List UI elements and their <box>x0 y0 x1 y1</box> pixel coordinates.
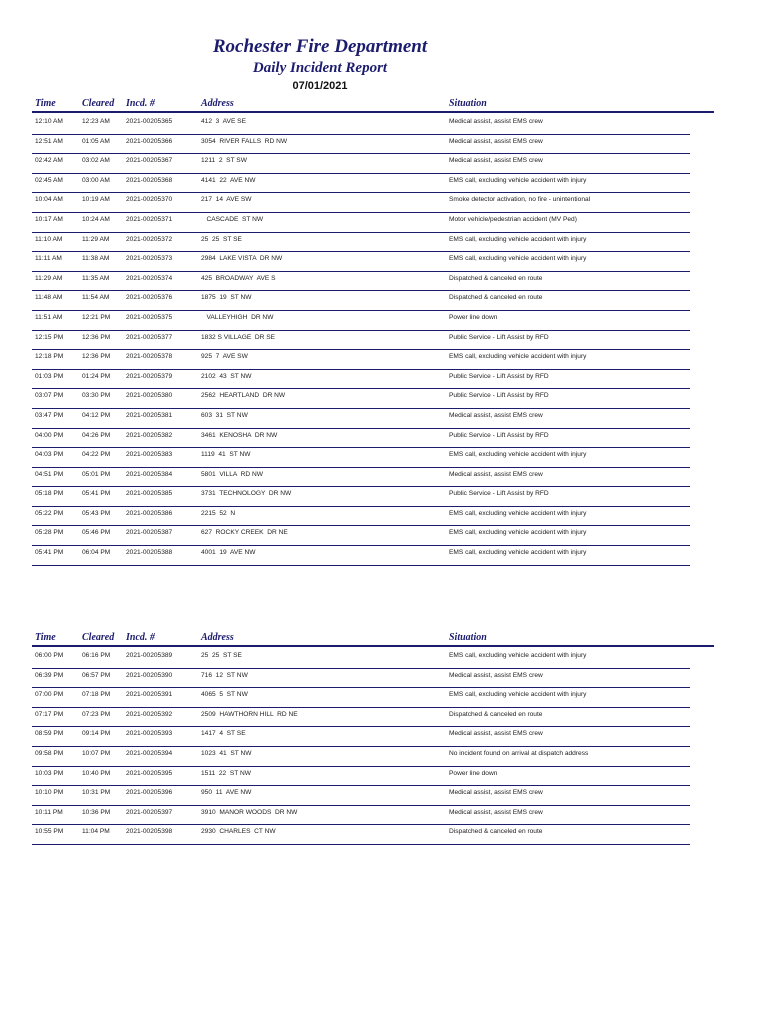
cell-incident: 2021-00205365 <box>126 118 173 125</box>
cell-time: 11:51 AM <box>35 313 63 321</box>
cell-address: 412 3 AVE SE <box>201 118 246 125</box>
cell-time: 11:29 AM <box>35 274 63 282</box>
table-row <box>0 233 768 253</box>
cell-time: 10:10 PM <box>35 789 64 797</box>
cell-address: 1417 4 ST SE <box>201 730 246 738</box>
table-row <box>0 272 768 292</box>
table-row <box>0 786 768 806</box>
cell-address: 3910 MANOR WOODS DR NW <box>201 808 298 816</box>
cell-cleared: 06:57 PM <box>82 671 111 679</box>
cell-situation: Public Service - Lift Assist by RFD <box>449 372 549 380</box>
cell-address: 217 14 AVE SW <box>201 196 252 204</box>
cell-time: 10:03 PM <box>35 769 64 777</box>
cell-address: 2984 LAKE VISTA DR NW <box>201 255 283 263</box>
cell-situation: Medical assist, assist EMS crew <box>449 789 543 797</box>
cell-incident: 2021-00205370 <box>126 196 173 204</box>
table-row <box>0 154 768 174</box>
cell-time: 04:51 PM <box>35 470 64 478</box>
cell-cleared: 06:16 PM <box>82 652 111 659</box>
cell-cleared: 12:36 PM <box>82 353 111 361</box>
cell-incident: 2021-00205389 <box>126 652 173 659</box>
cell-address: 5801 VILLA RD NW <box>201 470 263 478</box>
table-row <box>0 526 768 546</box>
table-row <box>0 669 768 689</box>
cell-address: 1832 S VILLAGE DR SE <box>201 333 276 341</box>
table-row <box>0 331 768 351</box>
cell-time: 10:17 AM <box>35 215 63 223</box>
cell-incident: 2021-00205383 <box>126 451 173 459</box>
cell-address: 627 ROCKY CREEK DR NE <box>201 529 288 537</box>
cell-incident: 2021-00205393 <box>126 730 173 738</box>
cell-address: 4065 5 ST NW <box>201 691 248 699</box>
cell-incident: 2021-00205387 <box>126 529 173 537</box>
cell-address: 603 31 ST NW <box>201 411 248 419</box>
cell-situation: Medical assist, assist EMS crew <box>449 730 543 738</box>
cell-situation: Medical assist, assist EMS crew <box>449 411 543 419</box>
cell-incident: 2021-00205381 <box>126 411 173 419</box>
table-row <box>0 487 768 507</box>
cell-incident: 2021-00205397 <box>126 808 173 816</box>
table-row <box>0 806 768 826</box>
table-row <box>0 727 768 747</box>
table-row <box>0 174 768 194</box>
cell-incident: 2021-00205378 <box>126 353 173 361</box>
cell-incident: 2021-00205398 <box>126 828 173 836</box>
col-cleared: Cleared <box>82 632 115 643</box>
cell-cleared: 10:36 PM <box>82 808 111 816</box>
cell-time: 12:15 PM <box>35 333 64 341</box>
cell-situation: Medical assist, assist EMS crew <box>449 808 543 816</box>
report-title: Daily Incident Report <box>252 60 388 76</box>
cell-incident: 2021-00205368 <box>126 176 173 184</box>
cell-situation: EMS call, excluding vehicle accident with injury <box>449 353 587 361</box>
cell-incident: 2021-00205385 <box>126 490 173 498</box>
cell-address: 3461 KENOSHA DR NW <box>201 431 278 439</box>
table-header <box>0 96 768 115</box>
cell-situation: No incident found on arrival at dispatch address <box>449 749 589 757</box>
table-row <box>0 468 768 488</box>
cell-address: 1211 2 ST SW <box>201 157 247 165</box>
table-row <box>0 350 768 370</box>
header-rule <box>32 111 714 113</box>
cell-situation: Public Service - Lift Assist by RFD <box>449 333 549 341</box>
incident-table-2 <box>0 630 768 845</box>
col-incident: Incd. # <box>126 632 155 643</box>
cell-cleared: 12:36 PM <box>82 333 111 341</box>
table-row <box>0 507 768 527</box>
cell-situation: Smoke detector activation, no fire - unintentional <box>449 196 591 204</box>
cell-cleared: 11:04 PM <box>82 828 110 836</box>
cell-time: 01:03 PM <box>35 372 64 380</box>
cell-address: 3054 RIVER FALLS RD NW <box>201 137 288 145</box>
cell-address: VALLEYHIGH DR NW <box>201 313 274 321</box>
col-situation: Situation <box>449 632 487 643</box>
cell-incident: 2021-00205379 <box>126 372 173 380</box>
cell-cleared: 10:31 PM <box>82 789 111 797</box>
cell-cleared: 03:02 AM <box>82 157 110 165</box>
cell-time: 12:10 AM <box>35 118 63 125</box>
cell-cleared: 07:18 PM <box>82 691 111 699</box>
table-row <box>0 135 768 155</box>
cell-address: 716 12 ST NW <box>201 671 248 679</box>
table-row <box>0 115 768 135</box>
report-org: Rochester Fire Department <box>212 36 428 57</box>
cell-time: 11:48 AM <box>35 294 63 302</box>
cell-time: 11:11 AM <box>35 255 62 263</box>
cell-incident: 2021-00205396 <box>126 789 173 797</box>
cell-situation: EMS call, excluding vehicle accident with injury <box>449 549 587 557</box>
col-incident: Incd. # <box>126 98 155 109</box>
cell-time: 05:18 PM <box>35 490 64 498</box>
table-row <box>0 389 768 409</box>
cell-cleared: 11:38 AM <box>82 255 110 263</box>
table-row <box>0 252 768 272</box>
table-row <box>0 193 768 213</box>
table-row <box>0 291 768 311</box>
cell-time: 12:18 PM <box>35 353 64 361</box>
cell-cleared: 07:23 PM <box>82 710 111 718</box>
col-address: Address <box>201 632 234 643</box>
cell-cleared: 05:41 PM <box>82 490 111 498</box>
cell-address: 1023 41 ST NW <box>201 749 252 757</box>
cell-time: 06:00 PM <box>35 652 64 659</box>
cell-situation: EMS call, excluding vehicle accident with injury <box>449 509 587 517</box>
cell-address: 425 BROADWAY AVE S <box>201 274 276 282</box>
cell-time: 09:58 PM <box>35 749 64 757</box>
cell-address: 4001 19 AVE NW <box>201 549 256 557</box>
cell-address: 2562 HEARTLAND DR NW <box>201 392 286 400</box>
cell-address: 3731 TECHNOLOGY DR NW <box>201 490 292 498</box>
cell-incident: 2021-00205384 <box>126 470 173 478</box>
cell-cleared: 11:54 AM <box>82 294 110 302</box>
cell-time: 02:45 AM <box>35 176 63 184</box>
cell-time: 04:03 PM <box>35 451 64 459</box>
cell-cleared: 12:21 PM <box>82 313 111 321</box>
table-row <box>0 213 768 233</box>
cell-time: 08:59 PM <box>35 730 64 738</box>
cell-time: 07:00 PM <box>35 691 64 699</box>
cell-time: 11:10 AM <box>35 235 63 243</box>
cell-incident: 2021-00205366 <box>126 137 173 145</box>
cell-situation: EMS call, excluding vehicle accident with injury <box>449 691 587 699</box>
cell-situation: EMS call, excluding vehicle accident with injury <box>449 176 587 184</box>
cell-situation: Medical assist, assist EMS crew <box>449 671 543 679</box>
cell-cleared: 05:46 PM <box>82 529 111 537</box>
cell-time: 03:47 PM <box>35 411 64 419</box>
cell-situation: Medical assist, assist EMS crew <box>449 137 543 145</box>
cell-time: 06:39 PM <box>35 671 64 679</box>
cell-situation: Power line down <box>449 769 498 777</box>
cell-cleared: 04:26 PM <box>82 431 111 439</box>
cell-situation: Medical assist, assist EMS crew <box>449 157 543 165</box>
cell-situation: EMS call, excluding vehicle accident with injury <box>449 529 587 537</box>
cell-cleared: 10:07 PM <box>82 749 111 757</box>
table-row <box>0 747 768 767</box>
report-date: 07/01/2021 <box>292 80 348 92</box>
cell-address: 2215 52 N <box>201 509 236 517</box>
cell-situation: EMS call, excluding vehicle accident with injury <box>449 652 587 659</box>
table-rows <box>0 115 768 566</box>
cell-cleared: 05:01 PM <box>82 470 111 478</box>
cell-situation: Dispatched & canceled en route <box>449 294 543 302</box>
table-row <box>0 649 768 669</box>
cell-cleared: 09:14 PM <box>82 730 111 738</box>
cell-situation: Dispatched & canceled en route <box>449 828 543 836</box>
cell-incident: 2021-00205380 <box>126 392 173 400</box>
cell-incident: 2021-00205377 <box>126 333 173 341</box>
cell-address: 1511 22 ST NW <box>201 769 251 777</box>
cell-incident: 2021-00205391 <box>126 691 173 699</box>
cell-cleared: 11:35 AM <box>82 274 110 282</box>
cell-time: 05:28 PM <box>35 529 64 537</box>
cell-situation: Dispatched & canceled en route <box>449 710 543 718</box>
cell-address: 25 25 ST SE <box>201 652 242 659</box>
cell-cleared: 10:19 AM <box>82 196 110 204</box>
table-rows <box>0 649 768 845</box>
cell-cleared: 11:29 AM <box>82 235 110 243</box>
col-time: Time <box>35 632 56 643</box>
header-rule <box>32 645 714 647</box>
cell-incident: 2021-00205386 <box>126 509 173 517</box>
cell-incident: 2021-00205373 <box>126 255 173 263</box>
cell-incident: 2021-00205371 <box>126 215 173 223</box>
cell-address: 950 11 AVE NW <box>201 789 252 797</box>
cell-time: 07:17 PM <box>35 710 64 718</box>
cell-time: 10:11 PM <box>35 808 63 816</box>
col-address: Address <box>201 98 234 109</box>
table-row <box>0 448 768 468</box>
cell-address: 4141 22 AVE NW <box>201 176 256 184</box>
cell-incident: 2021-00205394 <box>126 749 173 757</box>
cell-situation: Public Service - Lift Assist by RFD <box>449 392 549 400</box>
col-situation: Situation <box>449 98 487 109</box>
cell-time: 05:41 PM <box>35 549 64 557</box>
cell-time: 04:00 PM <box>35 431 64 439</box>
cell-address: 1119 41 ST NW <box>201 451 251 459</box>
cell-cleared: 01:05 AM <box>82 137 110 145</box>
table-row <box>0 409 768 429</box>
cell-address: 2509 HAWTHORN HILL RD NE <box>201 710 298 718</box>
cell-situation: EMS call, excluding vehicle accident with injury <box>449 235 587 243</box>
cell-cleared: 06:04 PM <box>82 549 111 557</box>
cell-situation: EMS call, excluding vehicle accident with injury <box>449 255 587 263</box>
cell-incident: 2021-00205382 <box>126 431 173 439</box>
cell-time: 12:51 AM <box>35 137 63 145</box>
cell-situation: Power line down <box>449 313 498 321</box>
cell-incident: 2021-00205390 <box>126 671 173 679</box>
cell-cleared: 03:30 PM <box>82 392 111 400</box>
cell-cleared: 01:24 PM <box>82 372 111 380</box>
cell-address: 1875 19 ST NW <box>201 294 252 302</box>
cell-incident: 2021-00205375 <box>126 313 173 321</box>
cell-situation: Motor vehicle/pedestrian accident (MV Ped) <box>449 215 577 223</box>
cell-situation: Medical assist, assist EMS crew <box>449 118 543 125</box>
cell-address: 2930 CHARLES CT NW <box>201 828 276 836</box>
cell-time: 03:07 PM <box>35 392 64 400</box>
cell-cleared: 04:12 PM <box>82 411 111 419</box>
cell-incident: 2021-00205388 <box>126 549 173 557</box>
row-divider <box>32 844 690 845</box>
cell-situation: Public Service - Lift Assist by RFD <box>449 490 549 498</box>
cell-situation: Medical assist, assist EMS crew <box>449 470 543 478</box>
cell-address: CASCADE ST NW <box>201 215 264 223</box>
cell-incident: 2021-00205376 <box>126 294 173 302</box>
cell-incident: 2021-00205374 <box>126 274 173 282</box>
cell-address: 2102 43 ST NW <box>201 372 252 380</box>
table-row <box>0 825 768 845</box>
cell-address: 25 25 ST SE <box>201 235 242 243</box>
cell-time: 10:04 AM <box>35 196 63 204</box>
cell-situation: EMS call, excluding vehicle accident with injury <box>449 451 587 459</box>
table-row <box>0 311 768 331</box>
table-header <box>0 630 768 649</box>
cell-incident: 2021-00205395 <box>126 769 173 777</box>
cell-cleared: 03:00 AM <box>82 176 110 184</box>
cell-situation: Dispatched & canceled en route <box>449 274 543 282</box>
cell-cleared: 10:40 PM <box>82 769 111 777</box>
cell-incident: 2021-00205372 <box>126 235 173 243</box>
incident-table-1 <box>0 96 768 566</box>
table-row <box>0 370 768 390</box>
table-row <box>0 688 768 708</box>
cell-cleared: 04:22 PM <box>82 451 111 459</box>
col-time: Time <box>35 98 56 109</box>
cell-time: 10:55 PM <box>35 828 64 836</box>
cell-cleared: 12:23 AM <box>82 118 110 125</box>
cell-situation: Public Service - Lift Assist by RFD <box>449 431 549 439</box>
cell-time: 05:22 PM <box>35 509 64 517</box>
table-row <box>0 708 768 728</box>
cell-incident: 2021-00205367 <box>126 157 173 165</box>
table-row <box>0 429 768 449</box>
cell-incident: 2021-00205392 <box>126 710 173 718</box>
col-cleared: Cleared <box>82 98 115 109</box>
table-row <box>0 546 768 566</box>
cell-cleared: 05:43 PM <box>82 509 111 517</box>
table-row <box>0 767 768 787</box>
row-divider <box>32 565 690 566</box>
cell-address: 925 7 AVE SW <box>201 353 248 361</box>
cell-time: 02:42 AM <box>35 157 63 165</box>
cell-cleared: 10:24 AM <box>82 215 110 223</box>
